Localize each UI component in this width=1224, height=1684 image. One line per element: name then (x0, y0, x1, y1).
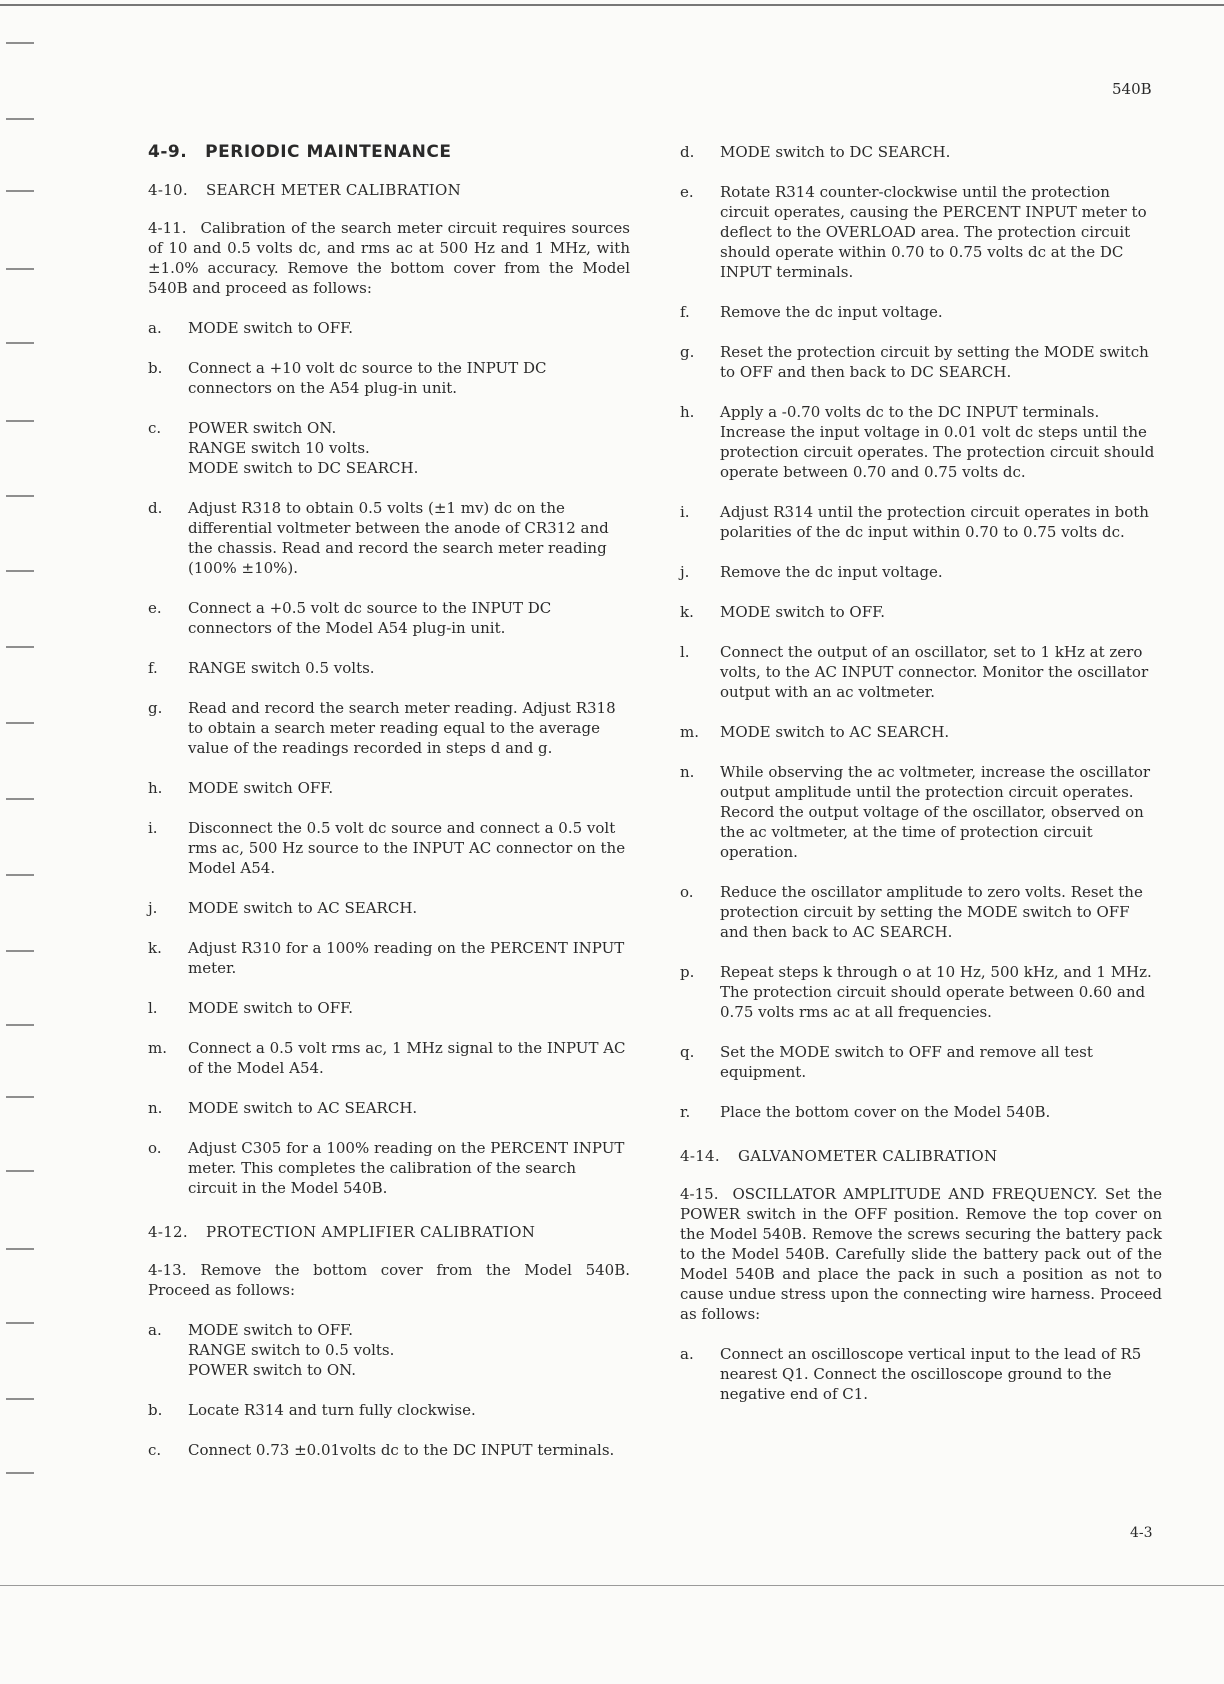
right-column (680, 142, 1162, 1424)
procedure-step (148, 818, 630, 878)
procedure-step (680, 882, 1162, 942)
margin-tick (6, 874, 34, 876)
margin-tick (6, 950, 34, 952)
page-bottom-edge (0, 1585, 1224, 1586)
procedure-step (148, 598, 630, 638)
step-text (720, 142, 1162, 162)
step-letter: o. (680, 883, 694, 901)
procedure-step (680, 182, 1162, 282)
step-line: Read and record the search meter reading. Adjust R318 to obtain a search meter reading equal to the average value of the readings recorded in steps d and g. (188, 699, 616, 757)
procedure-step (680, 642, 1162, 702)
margin-tick (6, 1322, 34, 1324)
procedure-step (680, 722, 1162, 742)
step-text (720, 562, 1162, 582)
margin-tick (6, 798, 34, 800)
step-line: Connect a +0.5 volt dc source to the INPUT DC connectors of the Model A54 plug-in unit. (188, 599, 552, 637)
step-line: RANGE switch to 0.5 volts. (188, 1341, 395, 1359)
procedure-step (680, 1344, 1162, 1404)
margin-tick (6, 570, 34, 572)
step-line: Reduce the oscillator amplitude to zero volts. Reset the protection circuit by setting the MODE switch to OFF and then back to AC SEARCH. (720, 883, 1143, 941)
step-letter: f. (148, 659, 158, 677)
procedure-step (680, 342, 1162, 382)
step-letter: c. (148, 1441, 162, 1459)
step-text (720, 722, 1162, 742)
step-letter: k. (680, 603, 694, 621)
procedure-step (148, 358, 630, 398)
margin-tick (6, 1248, 34, 1250)
margin-tick (6, 268, 34, 270)
step-text (188, 898, 630, 918)
step-line: Connect a +10 volt dc source to the INPUT DC connectors on the A54 plug-in unit. (188, 359, 547, 397)
step-text (188, 998, 630, 1018)
subsection-heading: 4-14. GALVANOMETER CALIBRATION (680, 1147, 998, 1165)
step-letter: a. (148, 1321, 162, 1339)
step-text (720, 602, 1162, 622)
step-line: Set the MODE switch to OFF and remove all test equipment. (720, 1043, 1093, 1081)
procedure-step (680, 142, 1162, 162)
margin-tick (6, 1472, 34, 1474)
step-line: Connect a 0.5 volt rms ac, 1 MHz signal to the INPUT AC of the Model A54. (188, 1039, 626, 1077)
step-letter: d. (680, 143, 695, 161)
step-letter: a. (148, 319, 162, 337)
procedure-step (680, 302, 1162, 322)
step-line: MODE switch to AC SEARCH. (188, 1099, 418, 1117)
step-line: Reset the protection circuit by setting the MODE switch to OFF and then back to DC SEARCH. (720, 343, 1149, 381)
step-letter: l. (148, 999, 158, 1017)
step-text (188, 818, 630, 878)
subsection-heading: 4-10. SEARCH METER CALIBRATION (148, 181, 462, 199)
step-line: MODE switch to OFF. (188, 1321, 353, 1339)
step-text (188, 1320, 630, 1380)
margin-tick (6, 420, 34, 422)
procedure-step (680, 962, 1162, 1022)
procedure-step (680, 602, 1162, 622)
procedure-step (148, 1400, 630, 1420)
margin-tick (6, 118, 34, 120)
step-text (720, 1042, 1162, 1082)
step-letter: f. (680, 303, 690, 321)
step-line: Locate R314 and turn fully clockwise. (188, 1401, 476, 1419)
step-letter: d. (148, 499, 163, 517)
step-text (188, 1400, 630, 1420)
margin-tick (6, 42, 34, 44)
step-text (188, 1038, 630, 1078)
step-text (720, 302, 1162, 322)
step-line: Apply a -0.70 volts dc to the DC INPUT terminals. Increase the input voltage in 0.01 volt dc steps until the protection circuit operates. The protection circuit should operate between 0.70 and 0.75 volts dc. (720, 403, 1155, 481)
step-text (188, 698, 630, 758)
margin-tick (6, 1096, 34, 1098)
margin-tick (6, 1170, 34, 1172)
step-letter: i. (680, 503, 690, 521)
step-text (188, 938, 630, 978)
section-heading: 4-9. PERIODIC MAINTENANCE (148, 142, 452, 162)
step-line: Repeat steps k through o at 10 Hz, 500 kHz, and 1 MHz. The protection circuit should operate between 0.60 and 0.75 volts rms ac at all frequencies. (720, 963, 1152, 1021)
step-letter: c. (148, 419, 162, 437)
procedure-step (148, 418, 630, 478)
procedure-step (148, 318, 630, 338)
procedure-step (680, 762, 1162, 862)
step-text (188, 1440, 630, 1460)
step-text (720, 1102, 1162, 1122)
procedure-list (680, 142, 1162, 1122)
step-letter: n. (148, 1099, 163, 1117)
model-number: 540B (1112, 80, 1152, 98)
procedure-list (680, 1344, 1162, 1404)
step-text (188, 318, 630, 338)
step-text (720, 962, 1162, 1022)
margin-tick (6, 1398, 34, 1400)
procedure-step (680, 502, 1162, 542)
step-letter: k. (148, 939, 162, 957)
step-letter: i. (148, 819, 158, 837)
step-text (720, 642, 1162, 702)
procedure-step (148, 1320, 630, 1380)
step-letter: j. (680, 563, 690, 581)
step-line: Disconnect the 0.5 volt dc source and connect a 0.5 volt rms ac, 500 Hz source to the INPUT AC connector on the Model A54. (188, 819, 626, 877)
paragraph: 4-11. Calibration of the search meter circuit requires sources of 10 and 0.5 volts dc, and rms ac at 500 Hz and 1 MHz, with ±1.0% accuracy. Remove the bottom cover from the Model 540B and proceed as follows: (148, 219, 630, 297)
paragraph: 4-13. Remove the bottom cover from the Model 540B. Proceed as follows: (148, 1261, 630, 1299)
step-text (720, 182, 1162, 282)
step-line: Rotate R314 counter-clockwise until the protection circuit operates, causing the PERCENT INPUT meter to deflect to the OVERLOAD area. The protection circuit should operate within 0.70 to 0.75 volts dc at the DC INPUT terminals. (720, 183, 1147, 281)
procedure-step (148, 1138, 630, 1198)
step-text (188, 1098, 630, 1118)
margin-tick (6, 342, 34, 344)
step-letter: e. (148, 599, 162, 617)
step-line: RANGE switch 10 volts. (188, 439, 370, 457)
step-letter: o. (148, 1139, 162, 1157)
step-letter: g. (148, 699, 163, 717)
margin-tick (6, 722, 34, 724)
step-line: POWER switch ON. (188, 419, 337, 437)
procedure-step (148, 498, 630, 578)
step-line: MODE switch OFF. (188, 779, 334, 797)
step-line: Remove the dc input voltage. (720, 563, 943, 581)
procedure-step (148, 1038, 630, 1078)
step-letter: m. (148, 1039, 167, 1057)
step-letter: b. (148, 359, 163, 377)
procedure-step (148, 998, 630, 1018)
procedure-step (680, 1102, 1162, 1122)
step-line: POWER switch to ON. (188, 1361, 357, 1379)
margin-tick (6, 495, 34, 497)
step-text (720, 762, 1162, 862)
step-letter: h. (148, 779, 163, 797)
margin-tick (6, 1024, 34, 1026)
step-text (720, 1344, 1162, 1404)
margin-tick (6, 646, 34, 648)
step-text (188, 658, 630, 678)
step-line: MODE switch to OFF. (720, 603, 885, 621)
step-text (720, 502, 1162, 542)
left-column (148, 142, 630, 1480)
procedure-step (148, 698, 630, 758)
step-letter: n. (680, 763, 695, 781)
step-letter: g. (680, 343, 695, 361)
procedure-step (680, 402, 1162, 482)
procedure-step (680, 1042, 1162, 1082)
procedure-step (148, 1440, 630, 1460)
step-line: Adjust R314 until the protection circuit operates in both polarities of the dc input within 0.70 to 0.75 volts dc. (720, 503, 1149, 541)
step-line: MODE switch to AC SEARCH. (720, 723, 950, 741)
step-line: Connect 0.73 ±0.01volts dc to the DC INPUT terminals. (188, 1441, 615, 1459)
step-text (188, 778, 630, 798)
procedure-step (148, 658, 630, 678)
procedure-step (148, 778, 630, 798)
step-text (188, 358, 630, 398)
paragraph: 4-15. OSCILLATOR AMPLITUDE AND FREQUENCY. Set the POWER switch in the OFF position. Remove the top cover on the Model 540B. Remove the screws securing the battery pack to the Model 540B. Carefully slide the battery pack out of the Model 540B and place the pack in such a position as not to cause undue stress upon the connecting wire harness. Proceed as follows: (680, 1185, 1162, 1323)
procedure-step (148, 898, 630, 918)
step-line: MODE switch to OFF. (188, 319, 353, 337)
step-text (188, 498, 630, 578)
step-text (188, 598, 630, 638)
step-text (188, 418, 630, 478)
procedure-step (148, 1098, 630, 1118)
step-line: RANGE switch 0.5 volts. (188, 659, 375, 677)
step-text (188, 1138, 630, 1198)
step-line: Adjust R318 to obtain 0.5 volts (±1 mv) dc on the differential voltmeter between the anode of CR312 and the chassis. Read and record the search meter reading (100% ±10%). (188, 499, 609, 577)
step-line: Adjust C305 for a 100% reading on the PERCENT INPUT meter. This completes the calibration of the search circuit in the Model 540B. (188, 1139, 625, 1197)
binding-margin (6, 0, 36, 1684)
subsection-heading: 4-12. PROTECTION AMPLIFIER CALIBRATION (148, 1223, 536, 1241)
step-line: Remove the dc input voltage. (720, 303, 943, 321)
step-letter: e. (680, 183, 694, 201)
step-line: MODE switch to DC SEARCH. (188, 459, 419, 477)
step-line: MODE switch to OFF. (188, 999, 353, 1017)
page-top-edge (0, 4, 1224, 6)
procedure-list (148, 1320, 630, 1460)
step-line: Connect the output of an oscillator, set to 1 kHz at zero volts, to the AC INPUT connector. Monitor the oscillator output with an ac voltmeter. (720, 643, 1149, 701)
procedure-step (680, 562, 1162, 582)
step-line: Adjust R310 for a 100% reading on the PERCENT INPUT meter. (188, 939, 625, 977)
step-letter: h. (680, 403, 695, 421)
step-line: MODE switch to AC SEARCH. (188, 899, 418, 917)
procedure-list (148, 318, 630, 1198)
step-text (720, 402, 1162, 482)
step-letter: p. (680, 963, 695, 981)
margin-tick (6, 190, 34, 192)
step-text (720, 342, 1162, 382)
step-letter: a. (680, 1345, 694, 1363)
procedure-step (148, 938, 630, 978)
step-letter: q. (680, 1043, 695, 1061)
step-letter: b. (148, 1401, 163, 1419)
step-text (720, 882, 1162, 942)
step-line: MODE switch to DC SEARCH. (720, 143, 951, 161)
step-line: Place the bottom cover on the Model 540B. (720, 1103, 1051, 1121)
step-line: Connect an oscilloscope vertical input to the lead of R5 nearest Q1. Connect the oscilloscope ground to the negative end of C1. (720, 1345, 1142, 1403)
page-number: 4-3 (1130, 1525, 1153, 1541)
step-letter: m. (680, 723, 699, 741)
step-letter: l. (680, 643, 690, 661)
step-letter: j. (148, 899, 158, 917)
step-letter: r. (680, 1103, 691, 1121)
step-line: While observing the ac voltmeter, increase the oscillator output amplitude until the protection circuit operates. Record the output voltage of the oscillator, observed on the ac voltmeter, at the time of protection circuit operation. (720, 763, 1151, 861)
